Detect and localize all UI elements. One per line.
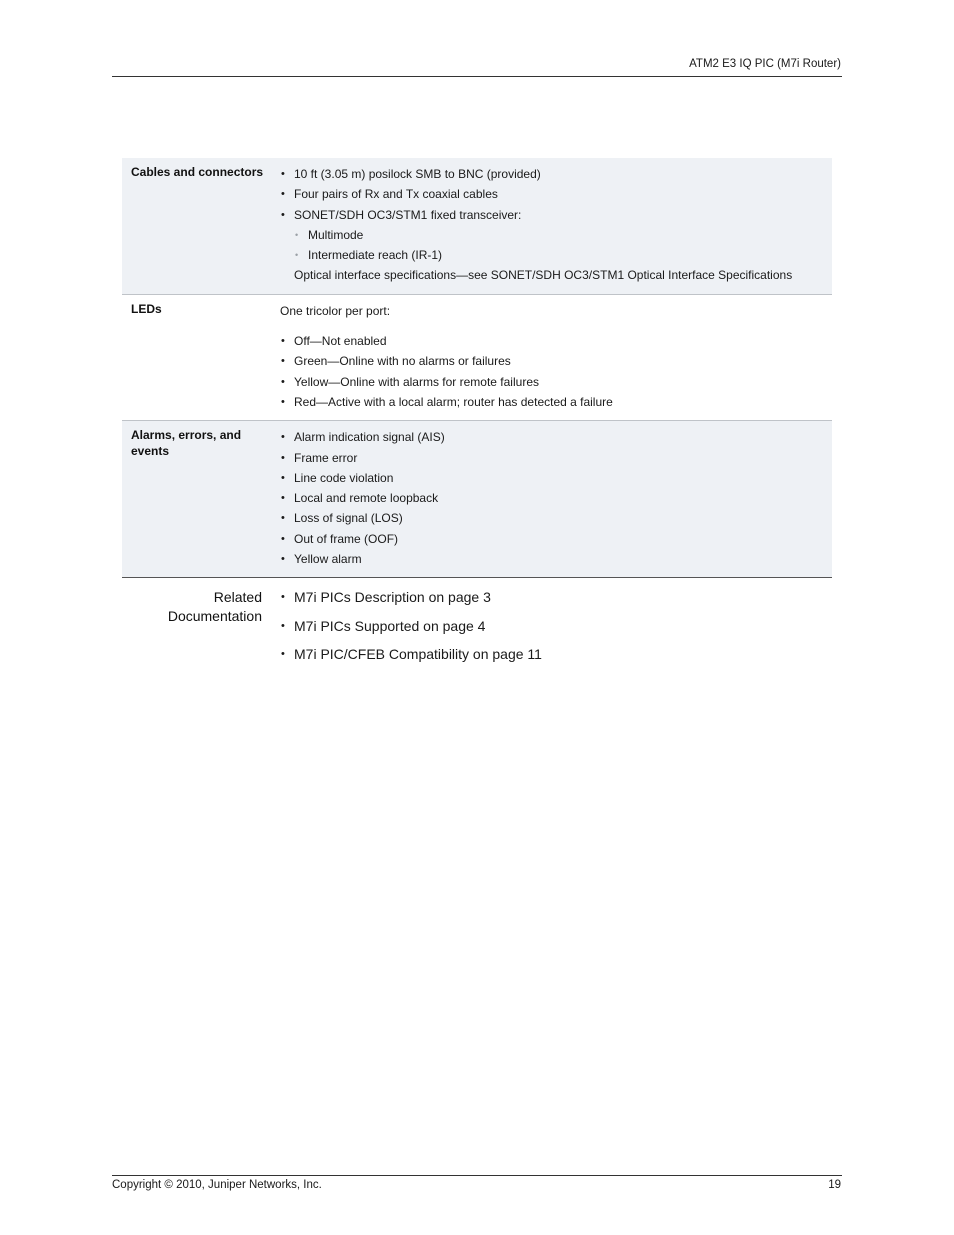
alarms-list bbox=[280, 427, 832, 569]
page-header-title: ATM2 E3 IQ PIC (M7i Router) bbox=[689, 58, 841, 70]
list-item: • 10 ft (3.05 m) posilock SMB to BNC (provided) bbox=[280, 164, 832, 184]
list-item: • Alarm indication signal (AIS) bbox=[280, 427, 832, 447]
table-row-alarms bbox=[122, 421, 832, 578]
row-content-leds bbox=[280, 295, 832, 420]
optical-spec-note: Optical interface specifications—see SONET/SDH OC3/STM1 Optical Interface Specifications bbox=[294, 268, 793, 283]
list-item: • Out of frame (OOF) bbox=[280, 529, 832, 549]
related-heading-line1: Related bbox=[213, 589, 262, 605]
related-heading bbox=[122, 588, 262, 674]
footer-copyright: Copyright © 2010, Juniper Networks, Inc. bbox=[112, 1179, 322, 1191]
row-content-alarms bbox=[280, 421, 832, 577]
row-content-cables bbox=[280, 158, 832, 294]
list-item: • Loss of signal (LOS) bbox=[280, 508, 832, 528]
leds-list bbox=[280, 331, 832, 412]
spec-table bbox=[122, 158, 832, 578]
list-item: • Off—Not enabled bbox=[280, 331, 832, 351]
related-link-pics-description[interactable]: • M7i PICs Description on page 3 bbox=[280, 588, 542, 607]
list-item: • Green—Online with no alarms or failures bbox=[280, 351, 832, 371]
list-item: • Red—Active with a local alarm; router has detected a failure bbox=[280, 392, 832, 412]
list-item: • Yellow alarm bbox=[280, 549, 832, 569]
table-row-leds bbox=[122, 295, 832, 421]
footer-page-number: 19 bbox=[828, 1179, 841, 1191]
table-row-cables bbox=[122, 158, 832, 295]
related-links-list bbox=[280, 588, 542, 674]
list-item: • Yellow—Online with alarms for remote failures bbox=[280, 372, 832, 392]
sub-list-item: • Intermediate reach (IR-1) bbox=[280, 245, 832, 265]
row-label-alarms: Alarms, errors, and events bbox=[131, 428, 242, 459]
related-documentation bbox=[122, 588, 832, 674]
list-item: • SONET/SDH OC3/STM1 fixed transceiver: bbox=[280, 205, 832, 225]
cables-list bbox=[280, 164, 832, 225]
row-label-cables: Cables and connectors bbox=[131, 165, 264, 179]
leds-intro: One tricolor per port: bbox=[280, 303, 391, 318]
row-label-leds: LEDs bbox=[131, 301, 162, 316]
header-rule bbox=[112, 76, 842, 77]
list-item: • Line code violation bbox=[280, 468, 832, 488]
transceiver-sublist bbox=[280, 225, 832, 266]
related-link-pics-supported[interactable]: • M7i PICs Supported on page 4 bbox=[280, 617, 542, 636]
related-link-cfeb-compatibility[interactable]: • M7i PIC/CFEB Compatibility on page 11 bbox=[280, 645, 542, 664]
list-item: • Frame error bbox=[280, 448, 832, 468]
related-heading-line2: Documentation bbox=[167, 608, 262, 624]
list-item: • Local and remote loopback bbox=[280, 488, 832, 508]
sub-list-item: • Multimode bbox=[280, 225, 832, 245]
footer-rule bbox=[112, 1175, 842, 1176]
list-item: • Four pairs of Rx and Tx coaxial cables bbox=[280, 184, 832, 204]
